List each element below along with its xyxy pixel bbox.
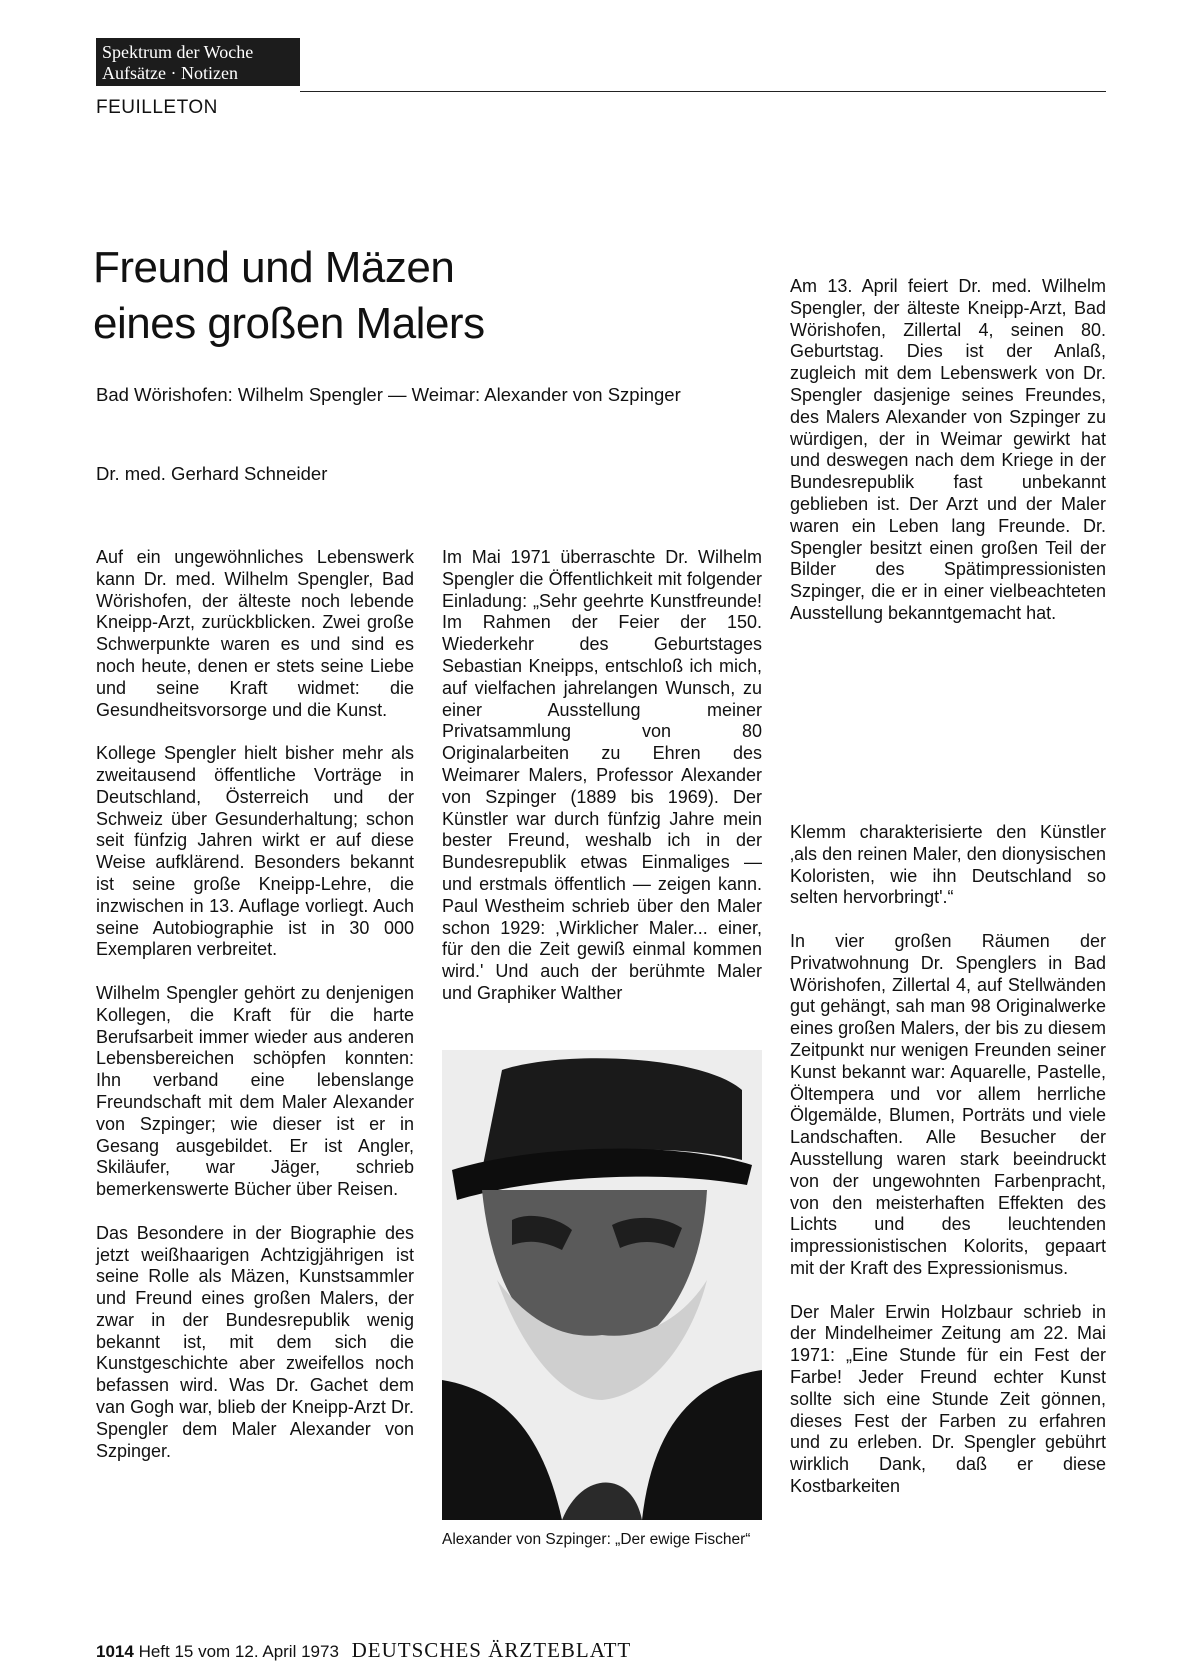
article-title <box>93 240 693 352</box>
paragraph: Im Mai 1971 überraschte Dr. Wilhelm Spengler die Öffentlichkeit mit folgender Einladung: „Sehr geehrte Kunstfreunde! Im Rahmen der Feier der 150. Wiederkehr des Geburtstages Sebastian Kneipps, entschloß ich mich, auf vielfachen jahrelangen Wunsch, zu einer Ausstellung meiner Privatsammlung von 80 Originalarbeiten zu Ehren des Weimarer Malers, Professor Alexander von Szpinger (1889 bis 1969). Der Künstler war durch fünfzig Jahre mein bester Freund, weshalb ich in der Bundesrepublik etwas Einmaliges — und erstmals öffentlich — zeigen kann. Paul Westheim schrieb über den Maler schon 1929: ‚Wirklicher Maler... einer, für den die Zeit gewiß einmal kommen wird.' Und auch der berühmte Maler und Graphiker Walther <box>442 547 762 1003</box>
paragraph: Auf ein ungewöhnliches Lebenswerk kann Dr. med. Wilhelm Spengler, Bad Wörishofen, der älteste noch lebende Kneipp-Arzt, zurückblicken. Zwei große Schwerpunkte waren es und sind es noch heute, denen er stets seine Liebe und seine Kraft widmet: die Gesundheitsvorsorge und die Kunst. <box>96 547 414 720</box>
title-line-2: eines großen Malers <box>93 299 485 348</box>
column-1 <box>96 547 414 1484</box>
portrait-caption: Alexander von Szpinger: „Der ewige Fischer“ <box>442 1531 751 1548</box>
paragraph: Klemm charakterisierte den Künstler ‚als den reinen Maler, den dionysischen Koloristen, wie ihn Deutschland so selten hervorbringt'.“ <box>790 822 1106 908</box>
badge-line-2: Aufsätze · Notizen <box>102 63 238 83</box>
section-label: FEUILLETON <box>96 97 218 118</box>
portrait-painting <box>442 1050 762 1520</box>
article-author: Dr. med. Gerhard Schneider <box>96 463 328 484</box>
column-3 <box>790 822 1106 1520</box>
title-line-1: Freund und Mäzen <box>93 243 455 292</box>
intro-paragraph: Am 13. April feiert Dr. med. Wilhelm Spengler, der älteste Kneipp-Arzt, Bad Wörishofen, Zillertal 4, seinen 80. Geburtstag. Dies ist der Anlaß, zugleich mit dem Lebenswerk von Dr. Spengler dasjenige seines Freundes, des Malers Alexander von Szpinger zu würdigen, der in Weimar gewirkt hat und deswegen nach dem Kriege in der Bundesrepublik fast unbekannt geblieben ist. Der Arzt und der Maler waren ein Leben lang Freunde. Dr. Spengler besitzt einen großen Teil der Bilder des Spätimpressionisten Szpinger, die er in einer vielbeachteten Ausstellung bekanntgemacht hat. <box>790 276 1106 623</box>
page-number: 1014 <box>96 1642 134 1661</box>
page-footer <box>96 1638 631 1663</box>
header-rule <box>300 91 1106 92</box>
badge-line-1: Spektrum der Woche <box>102 42 254 62</box>
intro-column <box>790 276 1106 647</box>
portrait-image <box>442 1050 762 1520</box>
paragraph: Der Maler Erwin Holzbaur schrieb in der Mindelheimer Zeitung am 22. Mai 1971: „Eine Stunde für ein Fest der Farbe! Jeder Freund echter Kunst sollte sich eine Stunde Zeit gönnen, dieses Fest der Farben zu erfahren und zu erleben. Dr. Spengler gebührt wirklich Dank, daß er diese Kostbarkeiten <box>790 1301 1106 1496</box>
article-subtitle: Bad Wörishofen: Wilhelm Spengler — Weimar: Alexander von Szpinger <box>96 384 681 405</box>
journal-name: DEUTSCHES ÄRZTEBLATT <box>351 1638 632 1662</box>
section-badge <box>96 38 300 86</box>
column-2 <box>442 547 762 1027</box>
paragraph: Wilhelm Spengler gehört zu denjenigen Kollegen, die Kraft für die harte Berufsarbeit immer wieder aus anderen Lebensbereichen schöpfen konnten: Ihn verband eine lebenslange Freundschaft mit dem Maler Alexander von Szpinger; wie dieser ist er in Gesang ausgebildet. Er ist Angler, Skiläufer, war Jäger, schrieb bemerkenswerte Bücher über Reisen. <box>96 982 414 1200</box>
paragraph: Kollege Spengler hielt bisher mehr als zweitausend öffentliche Vorträge in Deutschland, Österreich und der Schweiz über Gesunderhaltung; schon seit fünfzig Jahren wirkt er auf diese Weise aufklärend. Besonders bekannt ist seine große Kneipp-Lehre, die inzwischen in 13. Auflage vorliegt. Auch seine Autobiographie ist in 30 000 Exemplaren verbreitet. <box>96 743 414 960</box>
issue-info: Heft 15 vom 12. April 1973 <box>138 1642 339 1661</box>
paragraph: In vier großen Räumen der Privatwohnung Dr. Spenglers in Bad Wörishofen, Zillertal 4, auf Stellwänden gut gehängt, sah man 98 Originalwerke eines großen Malers, der bis zu diesem Zeitpunkt nur wenigen Freunden seiner Kunst bekannt war: Aquarelle, Pastelle, Öltempera und vor allem herrliche Ölgemälde, Blumen, Porträts und viele Landschaften. Alle Besucher der Ausstellung waren stark beeindruckt von der ungewohnten Farbenpracht, von den meisterhaften Effekten des Lichts und des leuchtenden impressionistischen Kolorits, gepaart mit der Kraft des Expressionismus. <box>790 930 1106 1278</box>
paragraph: Das Besondere in der Biographie des jetzt weißhaarigen Achtzigjährigen ist seine Rolle als Mäzen, Kunstsammler und Freund eines großen Malers, der zwar in der Bundesrepublik wenig bekannt ist, mit dem sich die Kunstgeschichte aber zweifellos noch befassen wird. Was Dr. Gachet dem van Gogh war, blieb der Kneipp-Arzt Dr. Spengler dem Maler Alexander von Szpinger. <box>96 1222 414 1461</box>
